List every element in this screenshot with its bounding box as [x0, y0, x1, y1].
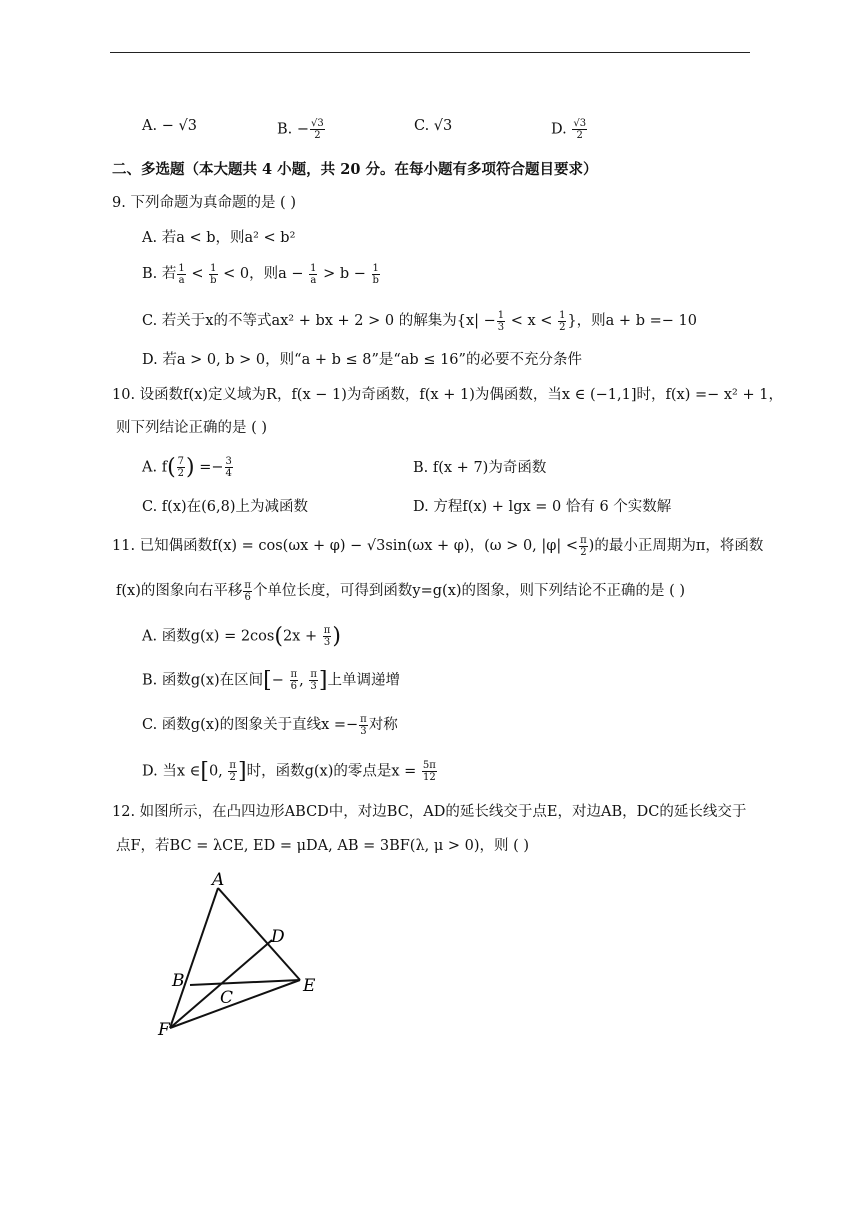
q10-option-b: B. f(x + 7)为奇函数 [413, 460, 547, 476]
header-rule [110, 52, 750, 53]
q10-option-c: C. f(x)在(6,8)上为减函数 [142, 499, 309, 515]
q10-stem-line1: 10. 设函数f(x)定义域为R，f(x − 1)为奇函数，f(x + 1)为偶函数，当x ∈ (−1,1]时，f(x) =− x² + 1， [112, 387, 783, 403]
q12-stem-line1: 12. 如图所示，在凸四边形ABCD中，对边BC，AD的延长线交于点E，对边AB，DC的延长线交于 [112, 804, 747, 820]
label-b: B [172, 971, 185, 991]
q9-option-b: B. 若 $\frac{1}{a}$ < $\frac{1}{b}$ < 0，则a − $\frac{1}{a}$ > b − $\frac{1}{b}$ [142, 262, 379, 286]
section-heading: 二、多选题（本大题共 4 小题，共 20 分。在每小题有多项符合题目要求） [112, 161, 598, 178]
q11-stem-line1: 11. 已知偶函数f(x) = cos(ωx + φ) − √3sin(ωx + φ)，(ω > 0, |φ| < $\frac{\pi}{2}$ )的最小正周期为π，将函数 [112, 534, 764, 558]
q11-option-c: C. 函数g(x)的图象关于直线x =− $\frac{\pi}{3}$ 对称 [142, 713, 398, 737]
q8-option-c: C. √3 [414, 118, 453, 134]
label-d: D [271, 927, 285, 947]
q9-option-a: A. 若a < b，则a² < b² [142, 230, 296, 246]
q9-stem: 9. 下列命题为真命题的是 ( ) [112, 195, 296, 211]
q11-option-d: D. 当x ∈[0, $\frac{\pi}{2}$ ]时，函数g(x)的零点是x = $\frac{5\pi}{12}$ [142, 759, 436, 784]
q8-option-a: A. − √3 [142, 118, 197, 134]
label-e: E [303, 976, 316, 996]
q9-option-d: D. 若a > 0, b > 0，则“a + b ≤ 8”是“ab ≤ 16”的必要不充分条件 [142, 352, 582, 368]
q11-stem-line2: f(x)的图象向右平移 $\frac{\pi}{6}$ 个单位长度，可得到函数y=g(x)的图象，则下列结论不正确的是 ( ) [116, 579, 686, 603]
q11-option-b: B. 函数g(x)在区间[− $\frac{\pi}{6}$ , $\frac{\pi}{3}$ ]上单调递增 [142, 668, 400, 693]
quadrilateral-figure [150, 868, 330, 1043]
q11-option-a: A. 函数g(x) = 2cos(2x + $\frac{\pi}{3}$ ) [142, 624, 341, 649]
label-c: C [220, 988, 234, 1008]
label-a: A [212, 870, 225, 890]
q9-option-c: C. 若关于x的不等式ax² + bx + 2 > 0 的解集为{x| − $\frac{1}{3}$ < x < $\frac{1}{2}$ }，则a + b =− 10 [142, 309, 697, 333]
q8-option-d: D. $\frac{√3}{2}$ [551, 118, 587, 141]
label-f: F [158, 1020, 170, 1040]
q8-option-b: B. − $\frac{√3}{2}$ [277, 118, 324, 141]
q10-option-d: D. 方程f(x) + lgx = 0 恰有 6 个实数解 [413, 499, 672, 515]
q10-option-a: A. f( $\frac{7}{2}$ ) =− $\frac{3}{4}$ [142, 455, 232, 480]
q12-stem-line2: 点F，若BC = λCE, ED = μDA, AB = 3BF(λ, μ > 0)，则 ( ) [116, 838, 530, 854]
q10-stem-line2: 则下列结论正确的是 ( ) [116, 420, 268, 436]
